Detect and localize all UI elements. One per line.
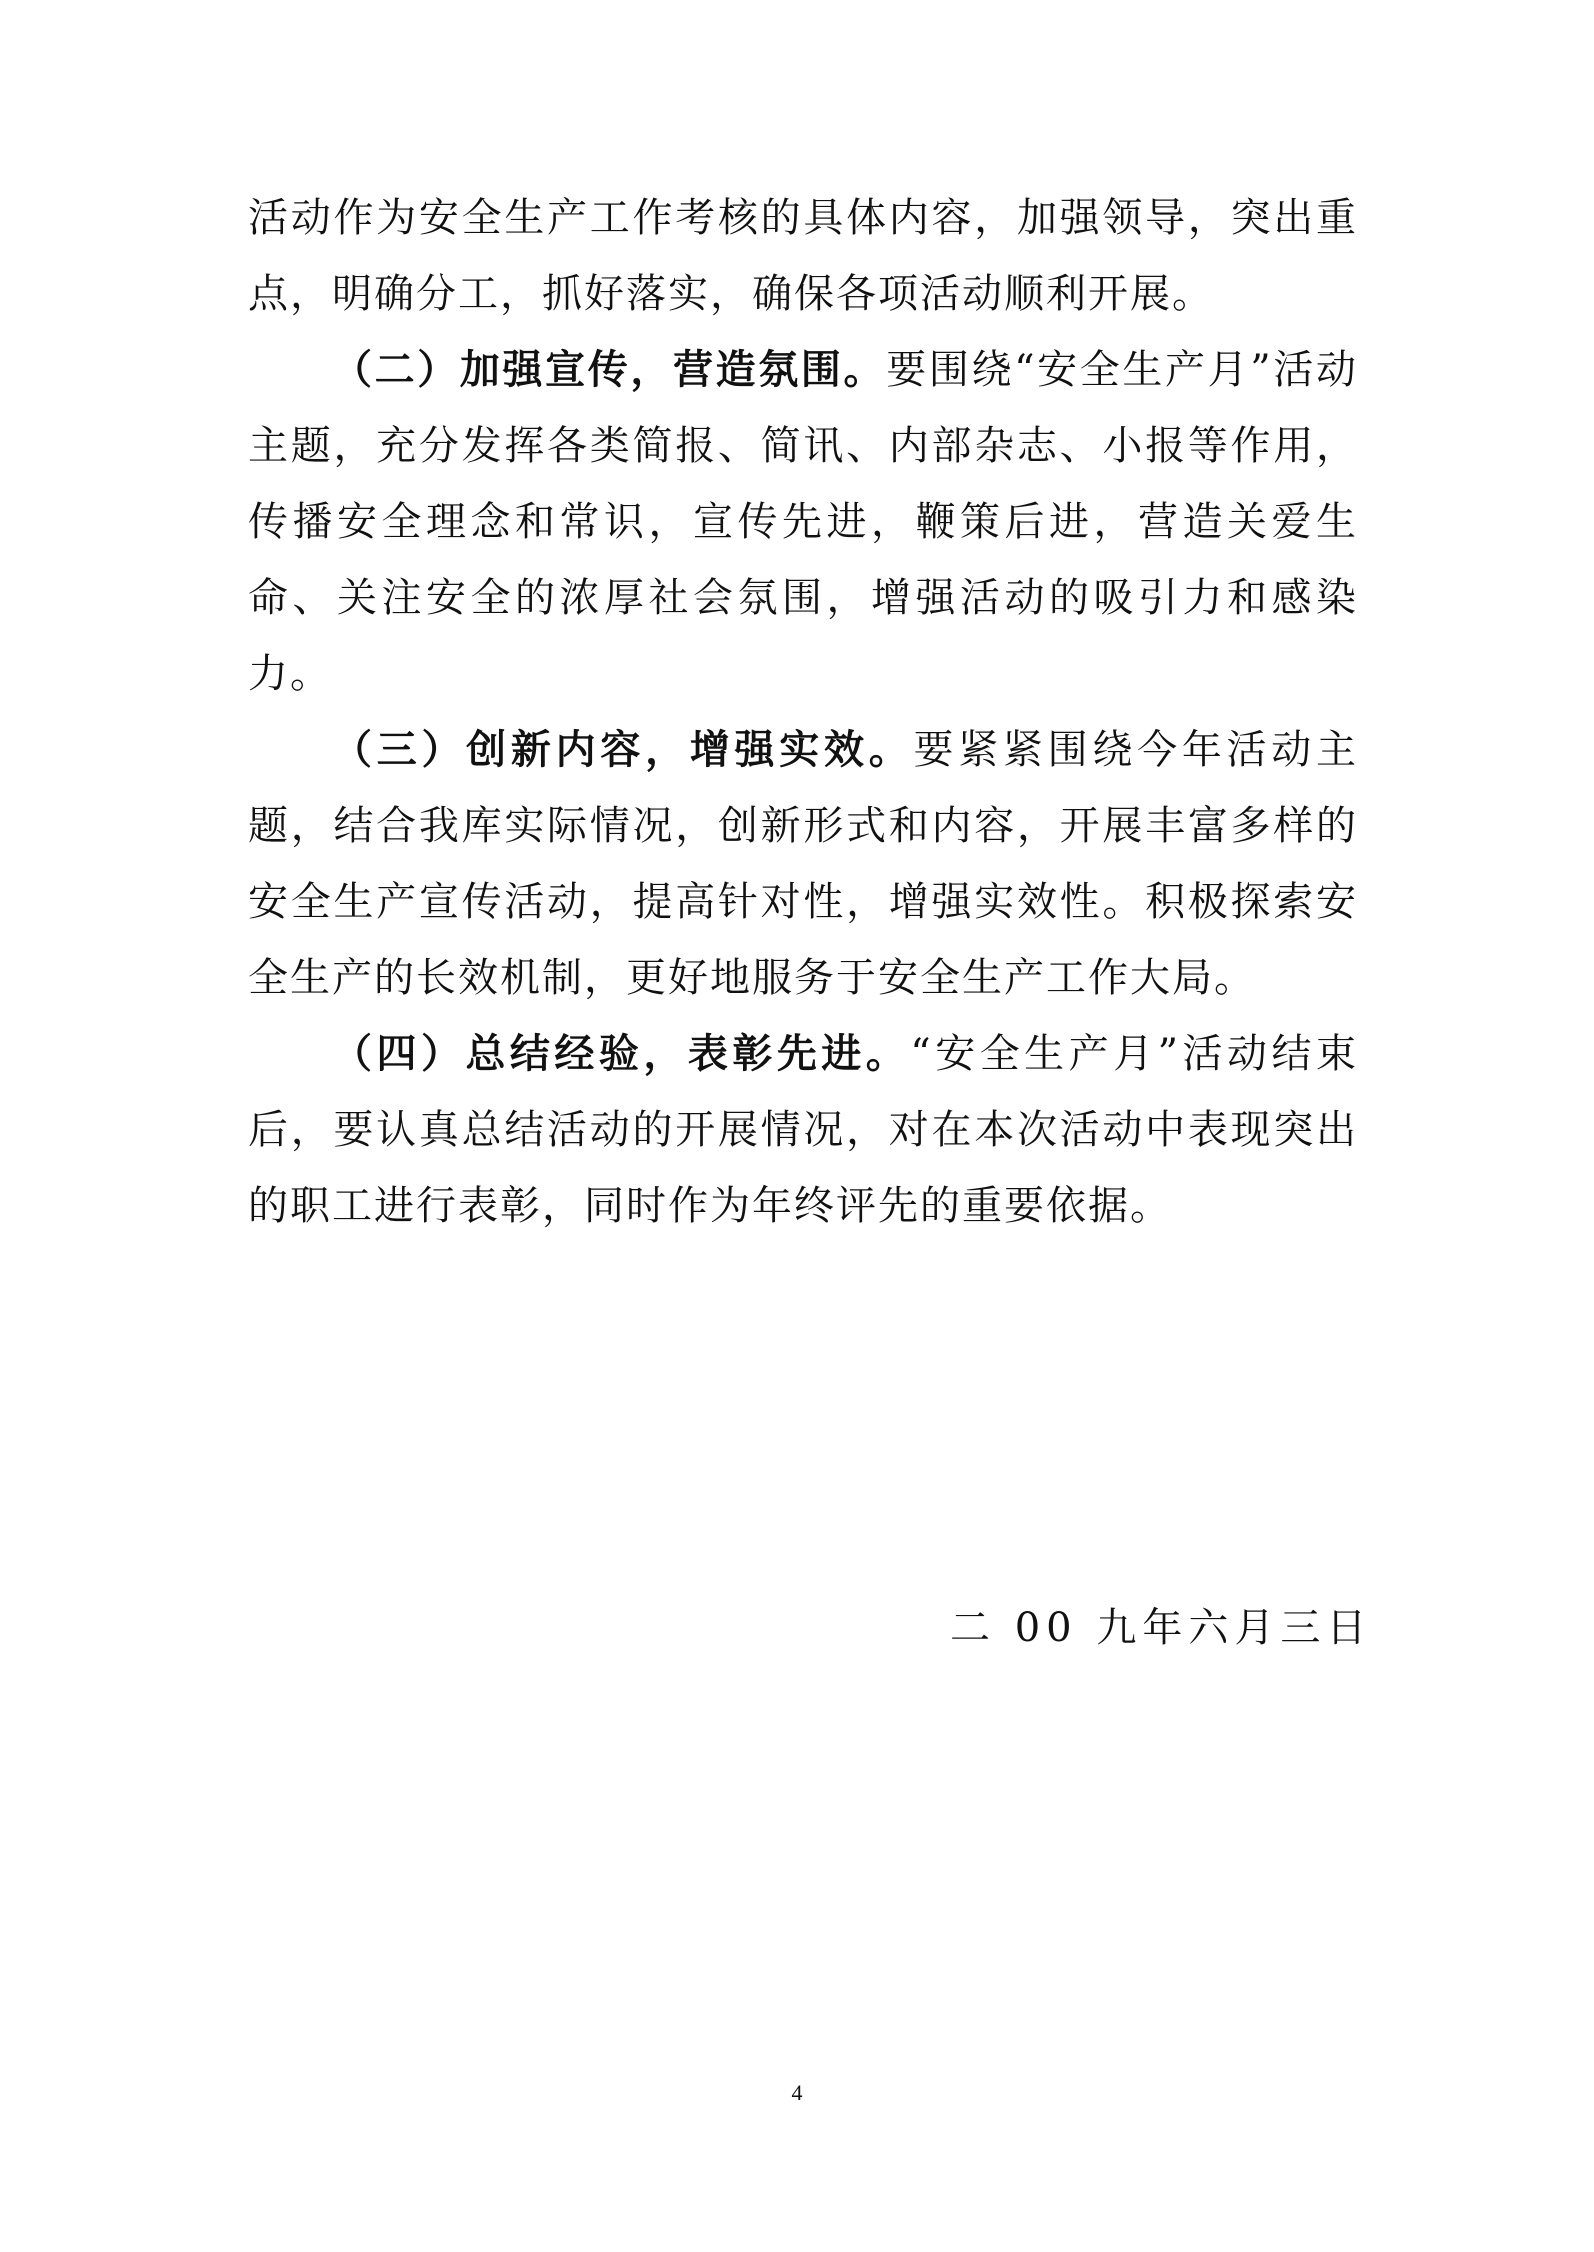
paragraph-summary bbox=[248, 1016, 1358, 1244]
paragraph-publicity bbox=[248, 332, 1358, 712]
paragraph-innovation bbox=[248, 712, 1358, 1016]
paragraph-heading: （四）总结经验，表彰先进。 bbox=[332, 1031, 911, 1077]
page-number: 4 bbox=[791, 2080, 803, 2105]
document-date: 二 00 九年六月三日 bbox=[950, 1605, 1373, 1651]
document-body bbox=[248, 180, 1358, 1244]
paragraph-text: “安全生产月”活动结束后，要认真总结活动的开展情况，对在本次活动中表现突出的职工进行表彰，同时作为年终评先的重要依据。 bbox=[248, 1031, 1359, 1229]
paragraph-heading: （三）创新内容，增强实效。 bbox=[332, 727, 914, 773]
paragraph-heading: （二）加强宣传，营造氛围。 bbox=[332, 347, 887, 393]
paragraph-text: 活动作为安全生产工作考核的具体内容，加强领导，突出重点，明确分工，抓好落实，确保各项活动顺利开展。 bbox=[248, 195, 1358, 317]
paragraph-text: 要紧紧围绕今年活动主题，结合我库实际情况，创新形式和内容，开展丰富多样的安全生产宣传活动，提高针对性，增强实效性。积极探索安全生产的长效机制，更好地服务于安全生产工作大局。 bbox=[248, 727, 1359, 1001]
paragraph-text: 要围绕“安全生产月”活动主题，充分发挥各类简报、简讯、内部杂志、小报等作用，传播安全理念和常识，宣传先进，鞭策后进，营造关爱生命、关注安全的浓厚社会氛围，增强活动的吸引力和感染力。 bbox=[248, 347, 1359, 697]
paragraph-continuation bbox=[248, 180, 1358, 332]
